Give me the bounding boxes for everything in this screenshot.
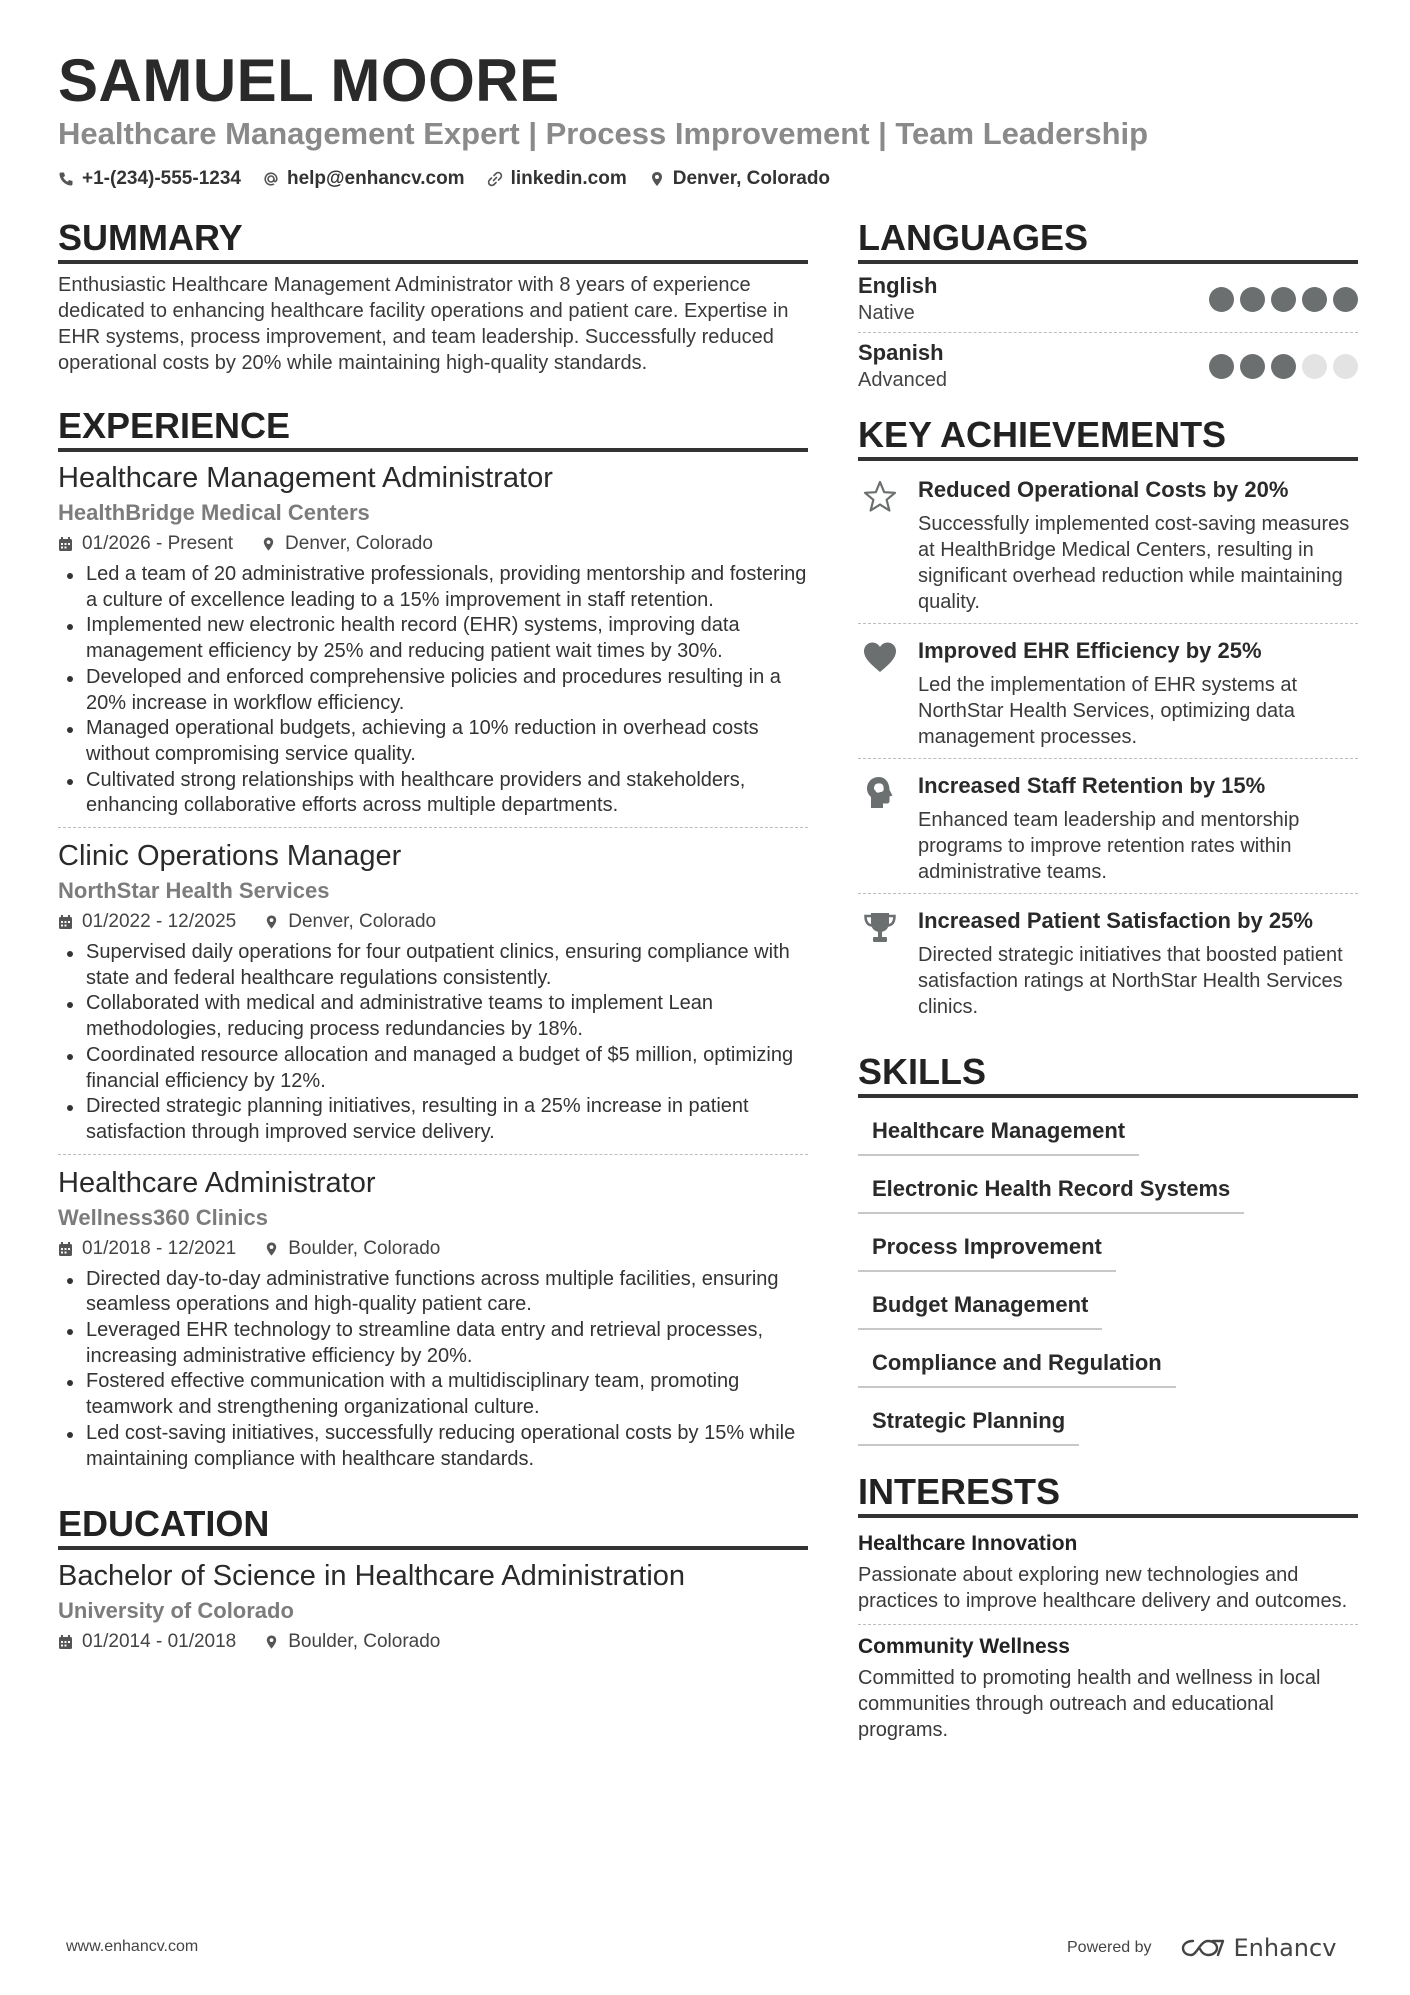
language-name: English (858, 273, 938, 298)
left-column (58, 216, 808, 1656)
job-dates (58, 530, 233, 558)
achievement-title: Improved EHR Efficiency by 25% (918, 638, 1262, 663)
achievement-icon-wrap (858, 771, 902, 885)
skill-tag: Electronic Health Record Systems (858, 1164, 1244, 1214)
skill-tag: Budget Management (858, 1280, 1102, 1330)
skills-section (858, 1050, 1358, 1446)
summary-text: Enthusiastic Healthcare Management Administrator with 8 years of experience dedicated to enhancing healthcare facility operations and patient care. Expertise in EHR systems, process improvement, and team leadership. Successfully reduced operational costs by 20% while maintaining high-quality standards. (58, 274, 789, 374)
achievement-icon-wrap (858, 475, 902, 615)
contact-phone[interactable] (58, 168, 241, 190)
location-text: Denver, Colorado (288, 911, 437, 933)
job-entry (58, 827, 808, 1154)
company-name: Wellness360 Clinics (58, 1204, 268, 1230)
rating-dot-filled (1333, 287, 1358, 312)
school-name: University of Colorado (58, 1598, 294, 1624)
bullet: Collaborated with medical and administrative teams to implement Lean methodologies, reducing process redundancies by 18%. (58, 991, 808, 1042)
rating-dot-filled (1271, 287, 1296, 312)
interest-desc: Committed to promoting health and wellness in local communities through outreach and educational programs. (858, 1667, 1321, 1741)
summary-title: SUMMARY (58, 216, 808, 264)
degree: Bachelor of Science in Healthcare Administration (58, 1560, 686, 1593)
education-location (264, 1628, 440, 1656)
language-rating (1209, 287, 1358, 312)
interest-desc: Passionate about exploring new technologies and practices to improve healthcare delivery and outcomes. (858, 1564, 1348, 1612)
achievement-title: Increased Patient Satisfaction by 25% (918, 908, 1313, 933)
bullet: Led cost-saving initiatives, successfully reducing operational costs by 15% while maintaining compliance with healthcare standards. (58, 1421, 808, 1472)
trophy-icon (862, 910, 898, 946)
location-text: Boulder, Colorado (288, 1631, 441, 1653)
contact-location (649, 168, 830, 190)
bullet: Cultivated strong relationships with healthcare providers and stakeholders, enhancing collaborative efforts across multiple departments. (58, 768, 808, 819)
bullet: Directed day-to-day administrative functions across multiple facilities, ensuring seamless operations and high-quality patient care. (58, 1267, 808, 1318)
rating-dot-filled (1209, 287, 1234, 312)
achievement-item (858, 623, 1358, 758)
dates-text: 01/2026 - Present (82, 533, 234, 554)
contact-bar (58, 168, 830, 190)
location-pin-icon (264, 914, 279, 930)
job-entry (58, 460, 808, 827)
achievement-title: Increased Staff Retention by 15% (918, 773, 1266, 798)
languages-section (858, 216, 1358, 399)
location-pin-icon (264, 1241, 279, 1257)
education-section (58, 1502, 808, 1656)
achievement-desc: Directed strategic initiatives that boosted patient satisfaction ratings at NorthStar Health Services clinics. (918, 944, 1343, 1018)
achievements-title: KEY ACHIEVEMENTS (858, 413, 1358, 461)
rating-dot-empty (1333, 354, 1358, 379)
achievement-desc: Led the implementation of EHR systems at NorthStar Health Services, optimizing data management processes. (918, 674, 1298, 748)
footer-url[interactable]: www.enhancv.com (66, 1938, 199, 1955)
powered-by-label: Powered by (1067, 1939, 1152, 1956)
languages-title: LANGUAGES (858, 216, 1358, 264)
education-meta (58, 1628, 808, 1656)
skills-title: SKILLS (858, 1050, 1358, 1098)
achievement-item (858, 893, 1358, 1028)
bullet: Developed and enforced comprehensive policies and procedures resulting in a 20% increase in workflow efficiency. (58, 665, 808, 716)
job-title: Clinic Operations Manager (58, 840, 402, 873)
brand-name: Enhancv (1233, 1934, 1337, 1962)
interests-title: INTERESTS (858, 1470, 1358, 1518)
job-title: Healthcare Administrator (58, 1166, 376, 1199)
experience-section (58, 404, 808, 1480)
link-icon (487, 171, 503, 187)
skill-tag: Strategic Planning (858, 1396, 1079, 1446)
language-rating (1209, 354, 1358, 379)
company-name: HealthBridge Medical Centers (58, 500, 370, 525)
rating-dot-filled (1240, 354, 1265, 379)
bullet: Led a team of 20 administrative professionals, providing mentorship and fostering a culture of excellence leading to a 15% improvement in staff retention. (58, 562, 808, 613)
rating-dot-filled (1302, 287, 1327, 312)
calendar-icon (58, 1634, 73, 1650)
calendar-icon (58, 536, 73, 552)
achievements-section (858, 413, 1358, 1028)
job-location (261, 530, 433, 558)
language-level: Native (858, 302, 915, 324)
education-dates (58, 1628, 236, 1656)
rating-dot-filled (1209, 354, 1234, 379)
heart-icon (862, 640, 898, 676)
job-bullets (58, 1267, 808, 1473)
summary-section (58, 216, 808, 376)
contact-linkedin[interactable] (487, 168, 627, 190)
language-item (858, 332, 1358, 399)
bullet: Directed strategic planning initiatives, resulting in a 25% increase in patient satisfaction through improved service delivery. (58, 1094, 808, 1145)
job-meta (58, 908, 808, 936)
headline: Healthcare Management Expert | Process Improvement | Team Leadership (58, 116, 1149, 151)
job-meta (58, 1235, 808, 1263)
brand-logo[interactable] (1180, 1934, 1337, 1962)
bullet: Fostered effective communication with a multidisciplinary team, promoting teamwork and strengthening organizational culture. (58, 1369, 808, 1420)
language-item (858, 272, 1358, 332)
interest-title: Healthcare Innovation (858, 1532, 1078, 1555)
dates-text: 01/2018 - 12/2021 (82, 1237, 237, 1259)
job-bullets (58, 562, 808, 819)
calendar-icon (58, 1241, 73, 1257)
dates-text: 01/2014 - 01/2018 (82, 1631, 237, 1653)
location-pin-icon (261, 536, 276, 552)
dates-text: 01/2022 - 12/2025 (82, 911, 237, 933)
experience-title: EXPERIENCE (58, 404, 808, 452)
job-title: Healthcare Management Administrator (58, 462, 553, 494)
phone-text: +1-(234)-555-1234 (82, 168, 241, 189)
job-entry (58, 1154, 808, 1481)
skill-tag: Compliance and Regulation (858, 1338, 1176, 1388)
enhancv-logo-icon (1180, 1937, 1226, 1959)
achievement-title: Reduced Operational Costs by 20% (918, 477, 1289, 502)
location-text: Denver, Colorado (285, 533, 433, 554)
achievement-desc: Successfully implemented cost-saving measures at HealthBridge Medical Centers, resulting in significant overhead reduction while maintaining quality. (918, 513, 1350, 613)
location-text: Boulder, Colorado (288, 1237, 441, 1259)
achievement-desc: Enhanced team leadership and mentorship programs to improve retention rates within administrative teams. (918, 809, 1300, 883)
language-level: Advanced (858, 369, 947, 391)
email-text: help@enhancv.com (286, 168, 465, 189)
job-dates (58, 908, 236, 936)
achievement-icon-wrap (858, 906, 902, 1020)
footer-powered (1067, 1934, 1336, 1962)
job-location (264, 908, 436, 936)
candidate-name: SAMUEL MOORE (58, 47, 560, 114)
star-icon (862, 479, 898, 515)
right-column (858, 216, 1358, 1753)
calendar-icon (58, 914, 73, 930)
contact-email[interactable] (263, 168, 465, 190)
interests-section (858, 1470, 1358, 1753)
skill-tag: Process Improvement (858, 1222, 1116, 1272)
language-name: Spanish (858, 340, 944, 365)
at-icon (263, 171, 279, 187)
achievement-item (858, 469, 1358, 623)
bullet: Managed operational budgets, achieving a 10% reduction in overhead costs without compromising service quality. (58, 716, 808, 767)
job-meta (58, 530, 808, 558)
bullet: Coordinated resource allocation and managed a budget of $5 million, optimizing financial efficiency by 12%. (58, 1043, 808, 1094)
rating-dot-filled (1240, 287, 1265, 312)
location-text: Denver, Colorado (672, 168, 831, 189)
company-name: NorthStar Health Services (58, 878, 330, 904)
rating-dot-filled (1271, 354, 1296, 379)
bullet: Implemented new electronic health record (EHR) systems, improving data management efficiency by 25% and reducing patient wait times by 30%. (58, 613, 808, 664)
education-title: EDUCATION (58, 1502, 808, 1550)
job-dates (58, 1235, 236, 1263)
achievement-icon-wrap (858, 636, 902, 750)
phone-icon (58, 171, 74, 187)
bullet: Supervised daily operations for four outpatient clinics, ensuring compliance with state and federal healthcare regulations consistently. (58, 940, 808, 991)
interest-item (858, 1526, 1358, 1624)
job-bullets (58, 940, 808, 1146)
head-brain-icon (862, 775, 898, 811)
location-pin-icon (264, 1634, 279, 1650)
skill-tag: Healthcare Management (858, 1106, 1139, 1156)
linkedin-text: linkedin.com (510, 168, 627, 189)
bullet: Leveraged EHR technology to streamline data entry and retrieval processes, increasing administrative efficiency by 20%. (58, 1318, 808, 1369)
achievement-item (858, 758, 1358, 893)
location-pin-icon (649, 171, 665, 187)
interest-title: Community Wellness (858, 1635, 1070, 1658)
job-location (264, 1235, 440, 1263)
interest-item (858, 1624, 1358, 1753)
rating-dot-empty (1302, 354, 1327, 379)
